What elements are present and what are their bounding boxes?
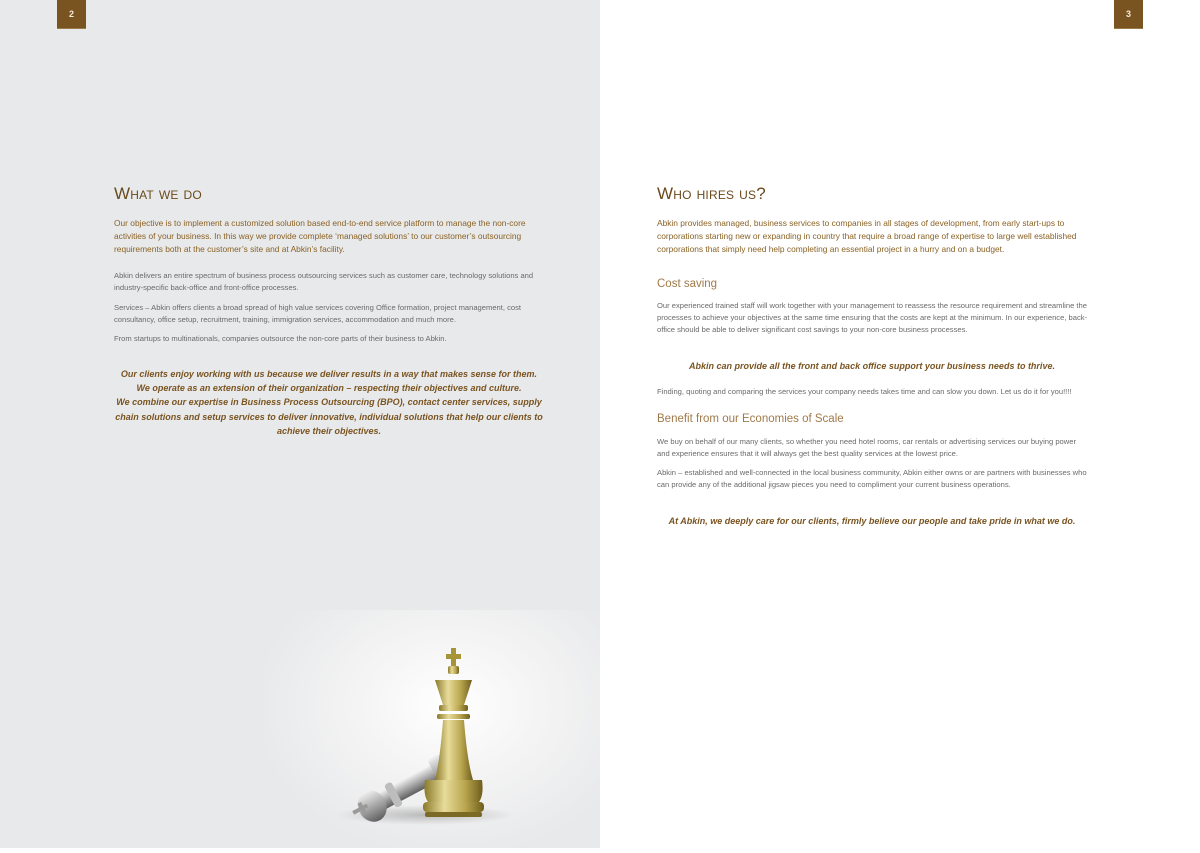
quote-line: We operate as an extension of their organization – respecting their objectives and culture. [136, 383, 522, 394]
body-paragraph: Finding, quoting and comparing the services your company needs takes time and can slow you down. Let us do it for you!!!! [657, 387, 1072, 396]
left-page [0, 0, 600, 848]
highlight-quote: Abkin can provide all the front and back office support your business needs to thrive. [689, 361, 1055, 371]
body-paragraph: Our experienced trained staff will work together with your management to reassess the resource requirement and streamline the processes to achieve your objectives at the same time ensuring that the costs are kept at the minimum. In our experience, back-office should be able to deliver significant cost savings to your non-core business processes. [657, 301, 1088, 334]
closing-quote: At Abkin, we deeply care for our clients, firmly believe our people and take pride in what we do. [668, 516, 1076, 526]
right-page [600, 0, 1200, 848]
quote-block [110, 367, 548, 438]
page-title: Who hires us? [657, 184, 766, 203]
page-title: What we do [114, 184, 202, 203]
intro-paragraph: Abkin provides managed, business services to companies in all stages of development, from early start-ups to corporations starting new or expanding in country that require a broad range of expertise to large well established corporations that simply need help completing an essential project in a hurry and on a budget. [657, 218, 1077, 255]
page-number-badge: 3 [1114, 0, 1143, 29]
body-paragraph: Abkin delivers an entire spectrum of business process outsourcing services such as customer care, technology solutions and industry-specific back-office and front-office processes. [114, 271, 534, 292]
quote-line: Our clients enjoy working with us because we deliver results in a way that makes sense for them. [120, 369, 538, 379]
page-number-badge: 2 [57, 0, 86, 29]
section-heading-cost-saving: Cost saving [657, 278, 718, 290]
chess-king-icon [265, 610, 600, 848]
quote-line: We combine our expertise in Business Process Outsourcing (BPO), contact center services, supply chain solutions and setup services to deliver innovative, individual solutions that help our clients to achieve their objectives. [115, 397, 543, 436]
body-paragraph: We buy on behalf of our many clients, so whether you need hotel rooms, car rentals or advertising services our buying power and experience ensures that it will always get the best quality services at the lowest price. [657, 437, 1076, 458]
body-paragraph: Abkin – established and well-connected in the local business community, Abkin either owns or are partners with businesses who can provide any of the additional jigsaw pieces you need to compliment your current business operations. [657, 468, 1087, 489]
body-paragraph: Services – Abkin offers clients a broad spread of high value services covering Office formation, project management, cost consultancy, office setup, recruitment, training, immigration services, accommodation and much more. [114, 303, 522, 324]
intro-paragraph: Our objective is to implement a customized solution based end-to-end service platform to manage the non-core activities of your business. In this way we provide complete ‘managed solutions’ to our customer’s outsourcing requirements both at the customer’s site and at Abkin’s facility. [114, 218, 526, 255]
chess-kings-image [265, 610, 600, 848]
section-heading-economies: Benefit from our Economies of Scale [657, 413, 844, 425]
body-paragraph: From startups to multinationals, companies outsource the non-core parts of their business to Abkin. [114, 334, 447, 343]
